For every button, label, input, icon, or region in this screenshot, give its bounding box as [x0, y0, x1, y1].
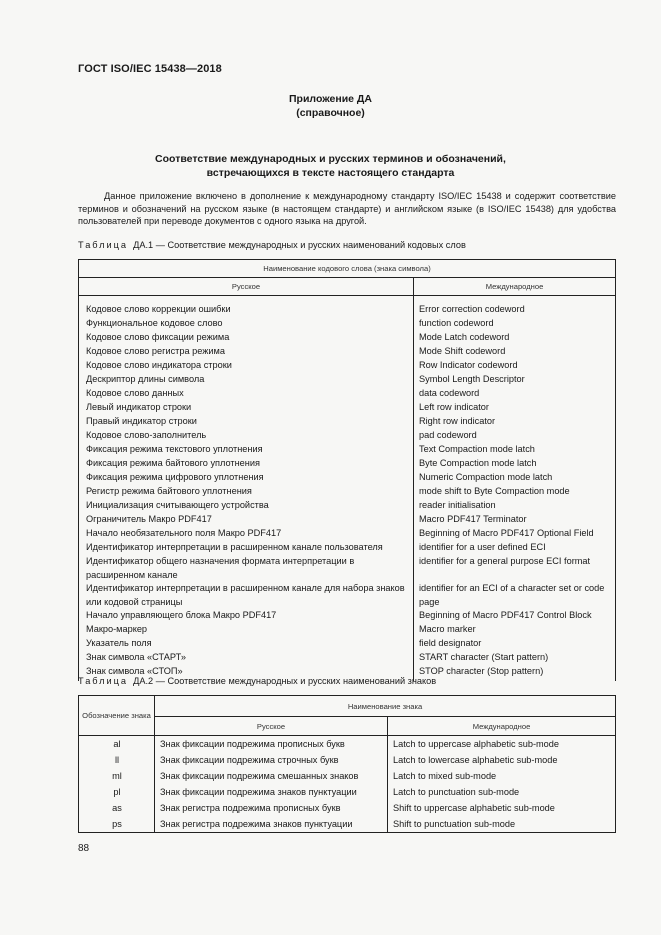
table1-row-int: Left row indicator: [419, 402, 489, 412]
main-title: [0, 152, 661, 180]
table2-cell-en: Latch to mixed sub-mode: [388, 768, 616, 784]
table1-row-ru: Кодовое слово коррекции ошибки: [86, 304, 231, 314]
table1-row-int: Macro PDF417 Terminator: [419, 514, 527, 524]
table1-row-ru: Кодовое слово-заполнитель: [86, 430, 207, 440]
document-header: ГОСТ ISO/IEC 15438—2018: [78, 63, 222, 75]
table1-caption: [78, 240, 466, 250]
table1-row-int: Beginning of Macro PDF417 Control Block: [419, 610, 592, 620]
table1-row-ru: Знак символа «СТАРТ»: [86, 652, 186, 662]
table1-row-ru: Левый индикатор строки: [86, 402, 192, 412]
main-title-line1: Соответствие международных и русских терминов и обозначений,: [155, 153, 506, 165]
table2-cell-code: ml: [79, 768, 155, 784]
table1-row-int: identifier for an ECI of a character set or code page: [419, 583, 605, 607]
table2-row: [79, 768, 616, 784]
page-number: 88: [78, 843, 90, 854]
table1-row-ru: Начало необязательного поля Макро PDF417: [86, 528, 282, 538]
table2-row: [79, 784, 616, 800]
table1-row-ru: Кодовое слово фиксации режима: [86, 332, 230, 342]
table1-row-int: Text Compaction mode latch: [419, 444, 535, 454]
table1-row-ru: Регистр режима байтового уплотнения: [86, 486, 252, 496]
table2-cell-ru: Знак фиксации подрежима строчных букв: [155, 752, 388, 768]
table2-cell-en: Latch to punctuation sub-mode: [388, 784, 616, 800]
table1-row-int: Right row indicator: [419, 416, 496, 426]
table1-row-int: identifier for a user defined ECI: [419, 542, 546, 552]
table2-col-int: Международное: [388, 717, 616, 736]
table1-caption-text: ДА.1 — Соответствие международных и русских наименований кодовых слов: [133, 240, 466, 250]
table1-row-int: data codeword: [419, 388, 480, 398]
table1-row-int: field designator: [419, 638, 482, 648]
table1-row-ru: Ограничитель Макро PDF417: [86, 514, 212, 524]
table2-cell-ru: Знак фиксации подрежима смешанных знаков: [155, 768, 388, 784]
table2-caption: [78, 676, 436, 686]
table1-row-int: Mode Shift codeword: [419, 346, 506, 356]
table2-cell-code: pl: [79, 784, 155, 800]
table1-row-ru: Идентификатор интерпретации в расширенном канале пользователя: [86, 542, 383, 552]
table1-row-ru: Инициализация считывающего устройства: [86, 500, 269, 510]
table2-cell-code: as: [79, 800, 155, 816]
table1-row-ru: Идентификатор интерпретации в расширенном канале для набора знаков или кодовой страницы: [86, 583, 405, 607]
table2-cell-code: al: [79, 736, 155, 753]
table1-col-ru: Русское: [79, 278, 414, 296]
table2-cell-ru: Знак регистра подрежима знаков пунктуации: [155, 816, 388, 833]
table2-row: [79, 816, 616, 833]
appendix-title: Приложение ДА: [289, 93, 372, 105]
table2-col-ru: Русское: [155, 717, 388, 736]
table2: [78, 695, 616, 833]
table1-row-ru: Идентификатор общего назначения формата интерпретации в расширенном канале: [86, 556, 355, 580]
table1-group-header: Наименование кодового слова (знака символа): [79, 260, 616, 278]
table1-row-ru: Кодовое слово данных: [86, 388, 184, 398]
table1-row-ru: Правый индикатор строки: [86, 416, 197, 426]
table1-row-ru: Начало управляющего блока Макро PDF417: [86, 610, 277, 620]
table1-row-int: Numeric Compaction mode latch: [419, 472, 553, 482]
intro-paragraph: Данное приложение включено в дополнение к международному стандарту ISO/IEC 15438 и содержит соответствие терминов и обозначений на русском языке (в настоящем стандарте) и английском языке (в ISO/IEC 15438) для удобства пользователей при переводе документов с одного языка на другой.: [78, 191, 616, 227]
table1-int-column: [414, 296, 616, 682]
table1-row-ru: Функциональное кодовое слово: [86, 318, 223, 328]
table1-row-ru: Макро-маркер: [86, 624, 148, 634]
table2-col-code: Обозначение знака: [79, 696, 155, 736]
table1-row-ru: Знак символа «СТОП»: [86, 666, 183, 676]
table1-row-int: pad codeword: [419, 430, 477, 440]
table2-cell-en: Latch to uppercase alphabetic sub-mode: [388, 736, 616, 753]
table1-row-int: Byte Compaction mode latch: [419, 458, 537, 468]
table2-caption-text: ДА.2 — Соответствие международных и русских наименований знаков: [133, 676, 437, 686]
table1-col-int: Международное: [414, 278, 616, 296]
table2-cell-en: Shift to punctuation sub-mode: [388, 816, 616, 833]
table1-row-int: Symbol Length Descriptor: [419, 374, 525, 384]
table1-row-ru: Фиксация режима цифрового уплотнения: [86, 472, 264, 482]
table2-cell-ru: Знак регистра подрежима прописных букв: [155, 800, 388, 816]
table2-cell-code: ps: [79, 816, 155, 833]
table1-row-int: Beginning of Macro PDF417 Optional Field: [419, 528, 594, 538]
table1-row-ru: Кодовое слово индикатора строки: [86, 360, 232, 370]
main-title-line2: встречающихся в тексте настоящего стандарта: [206, 167, 455, 179]
table1-row-int: reader initialisation: [419, 500, 496, 510]
table2-cell-code: ll: [79, 752, 155, 768]
appendix-heading: [0, 92, 661, 120]
table2-row: [79, 800, 616, 816]
table1-ru-column: [79, 296, 414, 682]
table1-row-int: identifier for a general purpose ECI format: [419, 556, 591, 566]
table2-caption-prefix: Таблица: [78, 676, 129, 686]
table2-group-header: Наименование знака: [155, 696, 616, 717]
table1-row-int: Macro marker: [419, 624, 476, 634]
table2-cell-ru: Знак фиксации подрежима знаков пунктуации: [155, 784, 388, 800]
table2-cell-ru: Знак фиксации подрежима прописных букв: [155, 736, 388, 753]
table1-row-ru: Кодовое слово регистра режима: [86, 346, 225, 356]
table1-row-int: Error correction codeword: [419, 304, 525, 314]
appendix-subtitle: (справочное): [296, 107, 365, 119]
table1-row-ru: Дескриптор длины символа: [86, 374, 205, 384]
table2-row: [79, 752, 616, 768]
table1-row-int: STOP character (Stop pattern): [419, 666, 544, 676]
table1-row-ru: Указатель поля: [86, 638, 152, 648]
table2-cell-en: Latch to lowercase alphabetic sub-mode: [388, 752, 616, 768]
table1-row-int: mode shift to Byte Compaction mode: [419, 486, 570, 496]
table1-caption-prefix: Таблица: [78, 240, 129, 250]
table1-row-int: function codeword: [419, 318, 494, 328]
table1-row-int: START character (Start pattern): [419, 652, 549, 662]
table1-row-ru: Фиксация режима байтового уплотнения: [86, 458, 260, 468]
table1: [78, 259, 616, 681]
table1-row-int: Mode Latch codeword: [419, 332, 510, 342]
table2-cell-en: Shift to uppercase alphabetic sub-mode: [388, 800, 616, 816]
table1-row-int: Row Indicator codeword: [419, 360, 518, 370]
table1-row-ru: Фиксация режима текстового уплотнения: [86, 444, 263, 454]
table2-row: [79, 736, 616, 753]
